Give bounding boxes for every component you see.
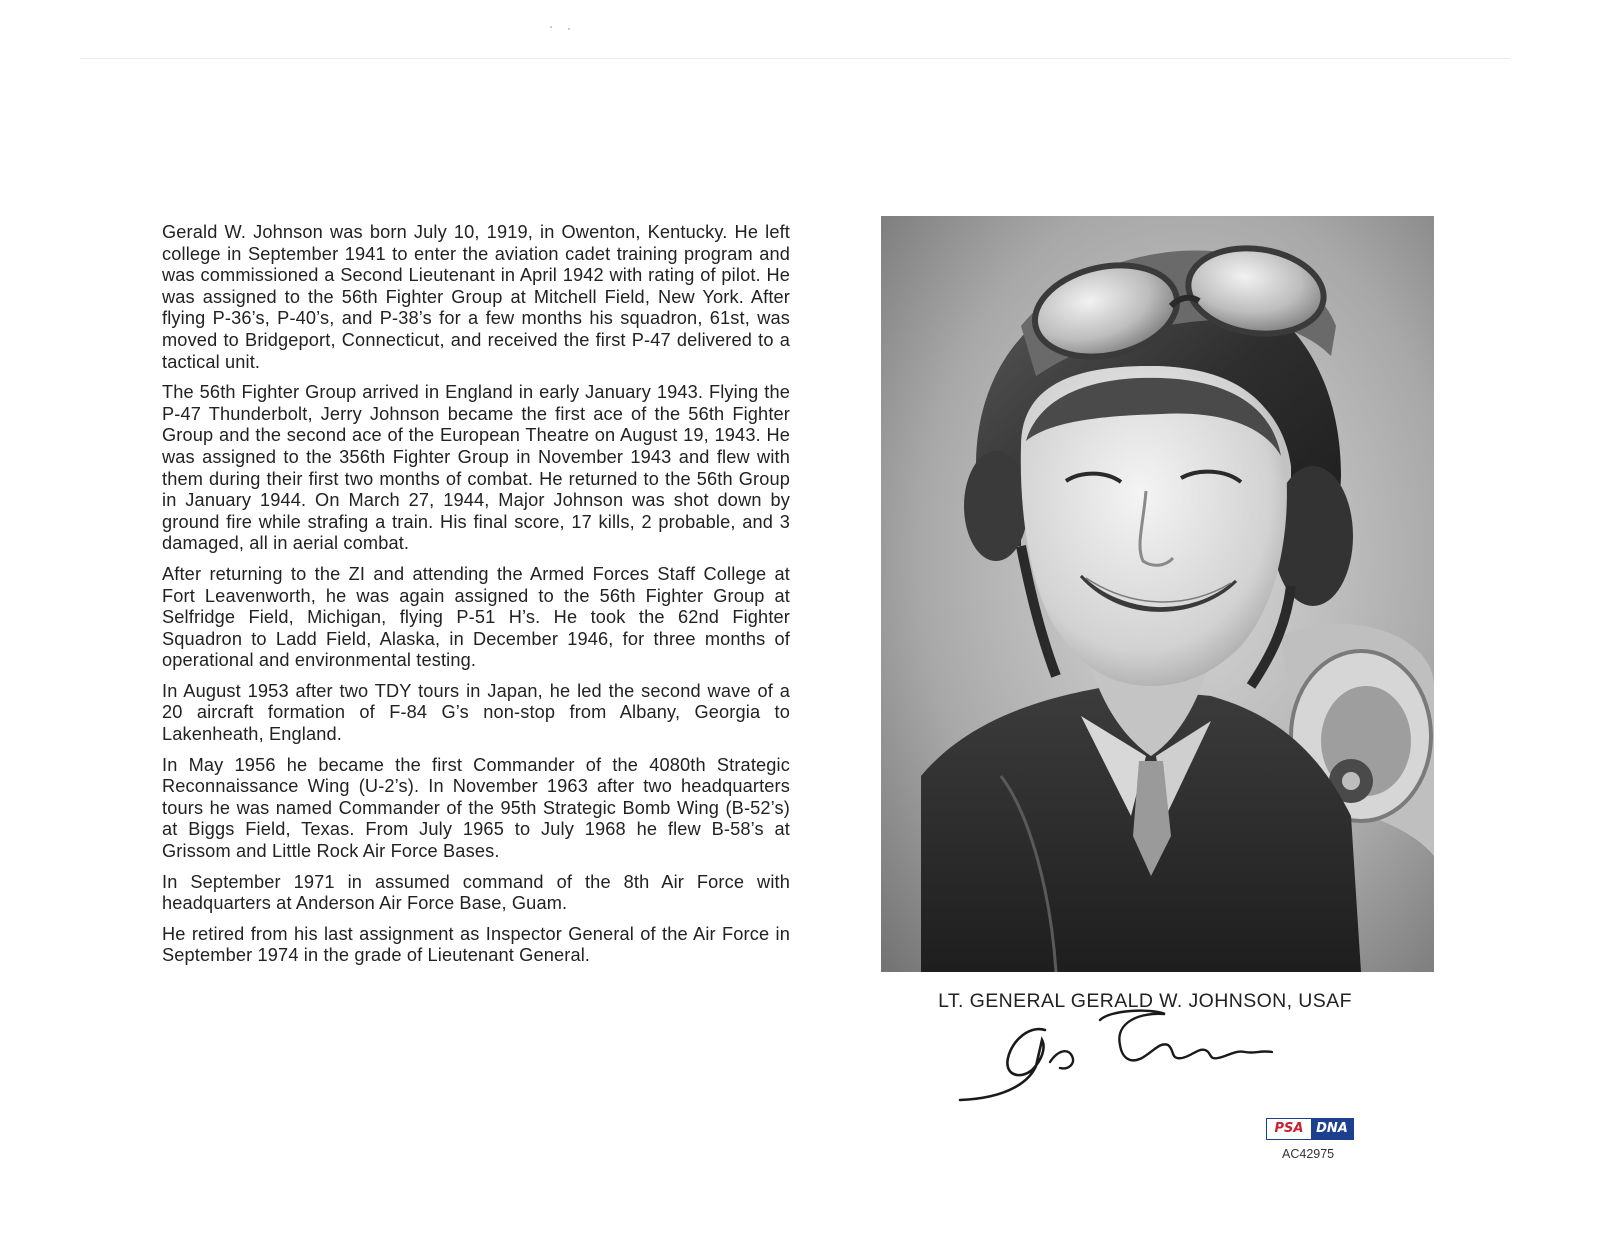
biography-paragraph-4: In August 1953 after two TDY tours in Japan, he led the second wave of a 20 aircraft formation of F-84 G’s non-stop from Albany, Georgia to Lakenheath, England. <box>162 680 790 745</box>
authentication-label <box>1266 1118 1366 1168</box>
scan-specks <box>550 22 590 32</box>
handwritten-signature <box>950 1000 1290 1110</box>
biography-paragraph-1: Gerald W. Johnson was born July 10, 1919, in Owenton, Kentucky. He left college in September 1941 to enter the aviation cadet training program and was commissioned a Second Lieutenant in April 1942 with rating of pilot. He was assigned to the 56th Fighter Group at Mitchell Field, New York. After flying P-36’s, P-40’s, and P-38’s for a few months his squadron, 61st, was moved to Bridgeport, Connecticut, and received the first P-47 delivered to a tactical unit. <box>162 222 790 372</box>
dna-logo-text: DNA <box>1311 1119 1353 1139</box>
psa-dna-logo <box>1266 1118 1354 1140</box>
biography-text <box>162 222 790 976</box>
pilot-portrait-photo <box>881 216 1434 972</box>
page-top-rule <box>80 58 1510 59</box>
psa-logo-text: PSA <box>1267 1119 1311 1139</box>
biography-paragraph-5: In May 1956 he became the first Commander of the 4080th Strategic Reconnaissance Wing (U-2’s). In November 1963 after two headquarters tours he was named Commander of the 95th Strategic Bomb Wing (B-52’s) at Biggs Field, Texas. From July 1965 to July 1968 he flew B-58’s at Grissom and Little Rock Air Force Bases. <box>162 754 790 862</box>
portrait-caption: LT. GENERAL GERALD W. JOHNSON, USAF <box>938 990 1352 1012</box>
biography-paragraph-7: He retired from his last assignment as Inspector General of the Air Force in September 1974 in the grade of Lieutenant General. <box>162 923 790 966</box>
biography-paragraph-3: After returning to the ZI and attending the Armed Forces Staff College at Fort Leavenworth, he was again assigned to the 56th Fighter Group at Selfridge Field, Michigan, flying P-51 H’s. He took the 62nd Fighter Squadron to Ladd Field, Alaska, in December 1946, for three months of operational and environmental testing. <box>162 563 790 671</box>
biography-paragraph-2: The 56th Fighter Group arrived in England in early January 1943. Flying the P-47 Thunderbolt, Jerry Johnson became the first ace of the 56th Fighter Group and the second ace of the European Theatre on August 19, 1943. He was assigned to the 356th Fighter Group in November 1943 and flew with them during their first two months of combat. He returned to the 56th Group in January 1944. On March 27, 1944, Major Johnson was shot down by ground fire while strafing a train. His final score, 17 kills, 2 probable, and 3 damaged, all in aerial combat. <box>162 382 790 554</box>
certificate-id: AC42975 <box>1282 1147 1335 1161</box>
biography-paragraph-6: In September 1971 in assumed command of the 8th Air Force with headquarters at Anderson Air Force Base, Guam. <box>162 871 790 914</box>
